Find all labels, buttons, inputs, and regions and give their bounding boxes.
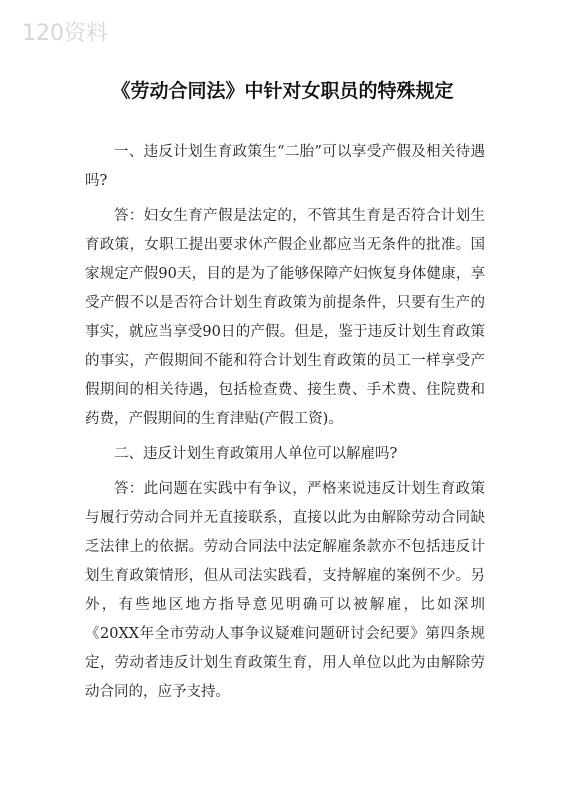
- page-title: 《劳动合同法》中针对女职员的特殊规定: [111, 80, 454, 102]
- answer-2: 答：此问题在实践中有争议，严格来说违反计划生育政策与履行劳动合同并无直接联系，直接以此为由解除劳动合同缺乏法律上的依据。劳动合同法中法定解雇条款亦不包括违反计划生育政策情形，但从司法实践看，支持解雇的案例不少。另外，有些地区地方指导意见明确可以被解雇，比如深圳《20XX年全市劳动人事争议疑难问题研讨会纪要》第四条规定，劳动者违反计划生育政策生育，用人单位以此为由解除劳动合同的，应予支持。: [85, 481, 485, 700]
- question-2: 二、违反计划生育政策用人单位可以解雇吗?: [114, 446, 398, 462]
- answer-1: 答：妇女生育产假是法定的，不管其生育是否符合计划生育政策，女职工提出要求休产假企业都应当无条件的批准。国家规定产假90天，目的是为了能够保障产妇恢复身体健康，享受产假不以是否符合计划生育政策为前提条件，只要有生产的事实，就应当享受90日的产假。但是，鉴于违反计划生育政策的事实，产假期间不能和符合计划生育政策的员工一样享受产假期间的相关待遇，包括检查费、接生费、手术费、住院费和药费，产假期间的生育津贴(产假工资)。: [85, 208, 485, 427]
- document-body: [85, 138, 485, 713]
- watermark-logo: 120资料: [22, 21, 108, 46]
- question-1: 一、违反计划生育政策生“二胎”可以享受产假及相关待遇吗?: [85, 144, 485, 189]
